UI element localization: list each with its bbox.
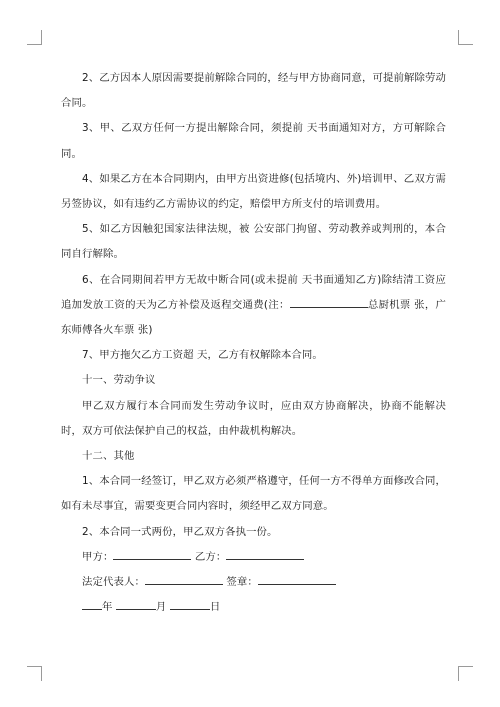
month-label: 月 <box>155 600 167 613</box>
clause-training-agreement: 4、如果乙方在本合同期内，由甲方出资进修(包括境内、外)培训甲、乙双方需另签协议，如有违约乙方需协议的约定，赔偿甲方所支付的培训费用。 <box>61 172 446 211</box>
sign-label: 签章： <box>226 575 258 588</box>
clause-binding: 1、本合同一经签订，甲乙双方必须严格遵守，任何一方不得单方面修改合同，如有未尽事宜，需要变更合同内容时，须经甲乙双方同意。 <box>61 475 446 513</box>
clause-compensation <box>61 268 446 344</box>
party-a-label: 甲方： <box>82 550 114 563</box>
party-b-label: 乙方： <box>194 550 227 563</box>
clause-compensation-text-a: 6、在合同期间若甲方无故中断合同(或未提前 天书面通知乙方)除结清工资应追加发放工资的天为乙方补偿及返程交通费(注： <box>61 273 446 311</box>
sign-blank[interactable] <box>258 571 336 585</box>
day-blank[interactable] <box>170 596 210 610</box>
crop-mark-top-right <box>458 30 473 45</box>
month-blank[interactable] <box>116 596 156 610</box>
signature-rep-row <box>61 570 446 595</box>
legal-rep-label: 法定代表人： <box>82 575 145 588</box>
party-b-blank[interactable] <box>226 546 304 560</box>
section-heading-labor-dispute: 十一、劳动争议 <box>82 374 156 387</box>
year-label: 年 <box>102 600 113 613</box>
party-a-blank[interactable] <box>113 546 191 560</box>
section-heading-other: 十二、其他 <box>82 450 135 463</box>
crop-mark-bottom-right <box>458 666 473 681</box>
day-label: 日 <box>209 600 221 613</box>
signature-date-row <box>61 595 446 620</box>
clause-copies: 2、本合同一式两份，甲乙双方各执一份。 <box>82 525 278 538</box>
compensation-blank[interactable] <box>290 294 368 308</box>
clause-unpaid-wages: 7、甲方拖欠乙方工资超 天，乙方有权解除本合同。 <box>82 349 323 362</box>
legal-rep-blank[interactable] <box>145 571 223 585</box>
clause-termination-notice: 3、甲、乙双方任何一方提出解除合同，须提前 天书面通知对方，方可解除合同。 <box>61 122 446 160</box>
clause-labor-dispute: 甲乙双方履行本合同而发生劳动争议时，应由双方协商解决，协商不能解决时，双方可依法保护自己的权益，由仲裁机构解决。 <box>61 399 446 437</box>
clause-legal-violation: 5、如乙方因触犯国家法律法规，被 公安部门拘留、劳动教养或判刑的，本合同自行解除。 <box>61 223 446 261</box>
document-body <box>61 66 446 620</box>
clause-compensation-text-b: 总厨机票 张，广东师傅各火车票 张) <box>61 298 446 337</box>
year-blank[interactable] <box>82 596 102 610</box>
signature-parties-row <box>61 545 446 570</box>
crop-mark-bottom-left <box>27 666 42 681</box>
crop-mark-top-left <box>27 30 42 45</box>
clause-early-termination-by-employee: 2、乙方因本人原因需要提前解除合同的，经与甲方协商同意，可提前解除劳动合同。 <box>61 72 446 110</box>
